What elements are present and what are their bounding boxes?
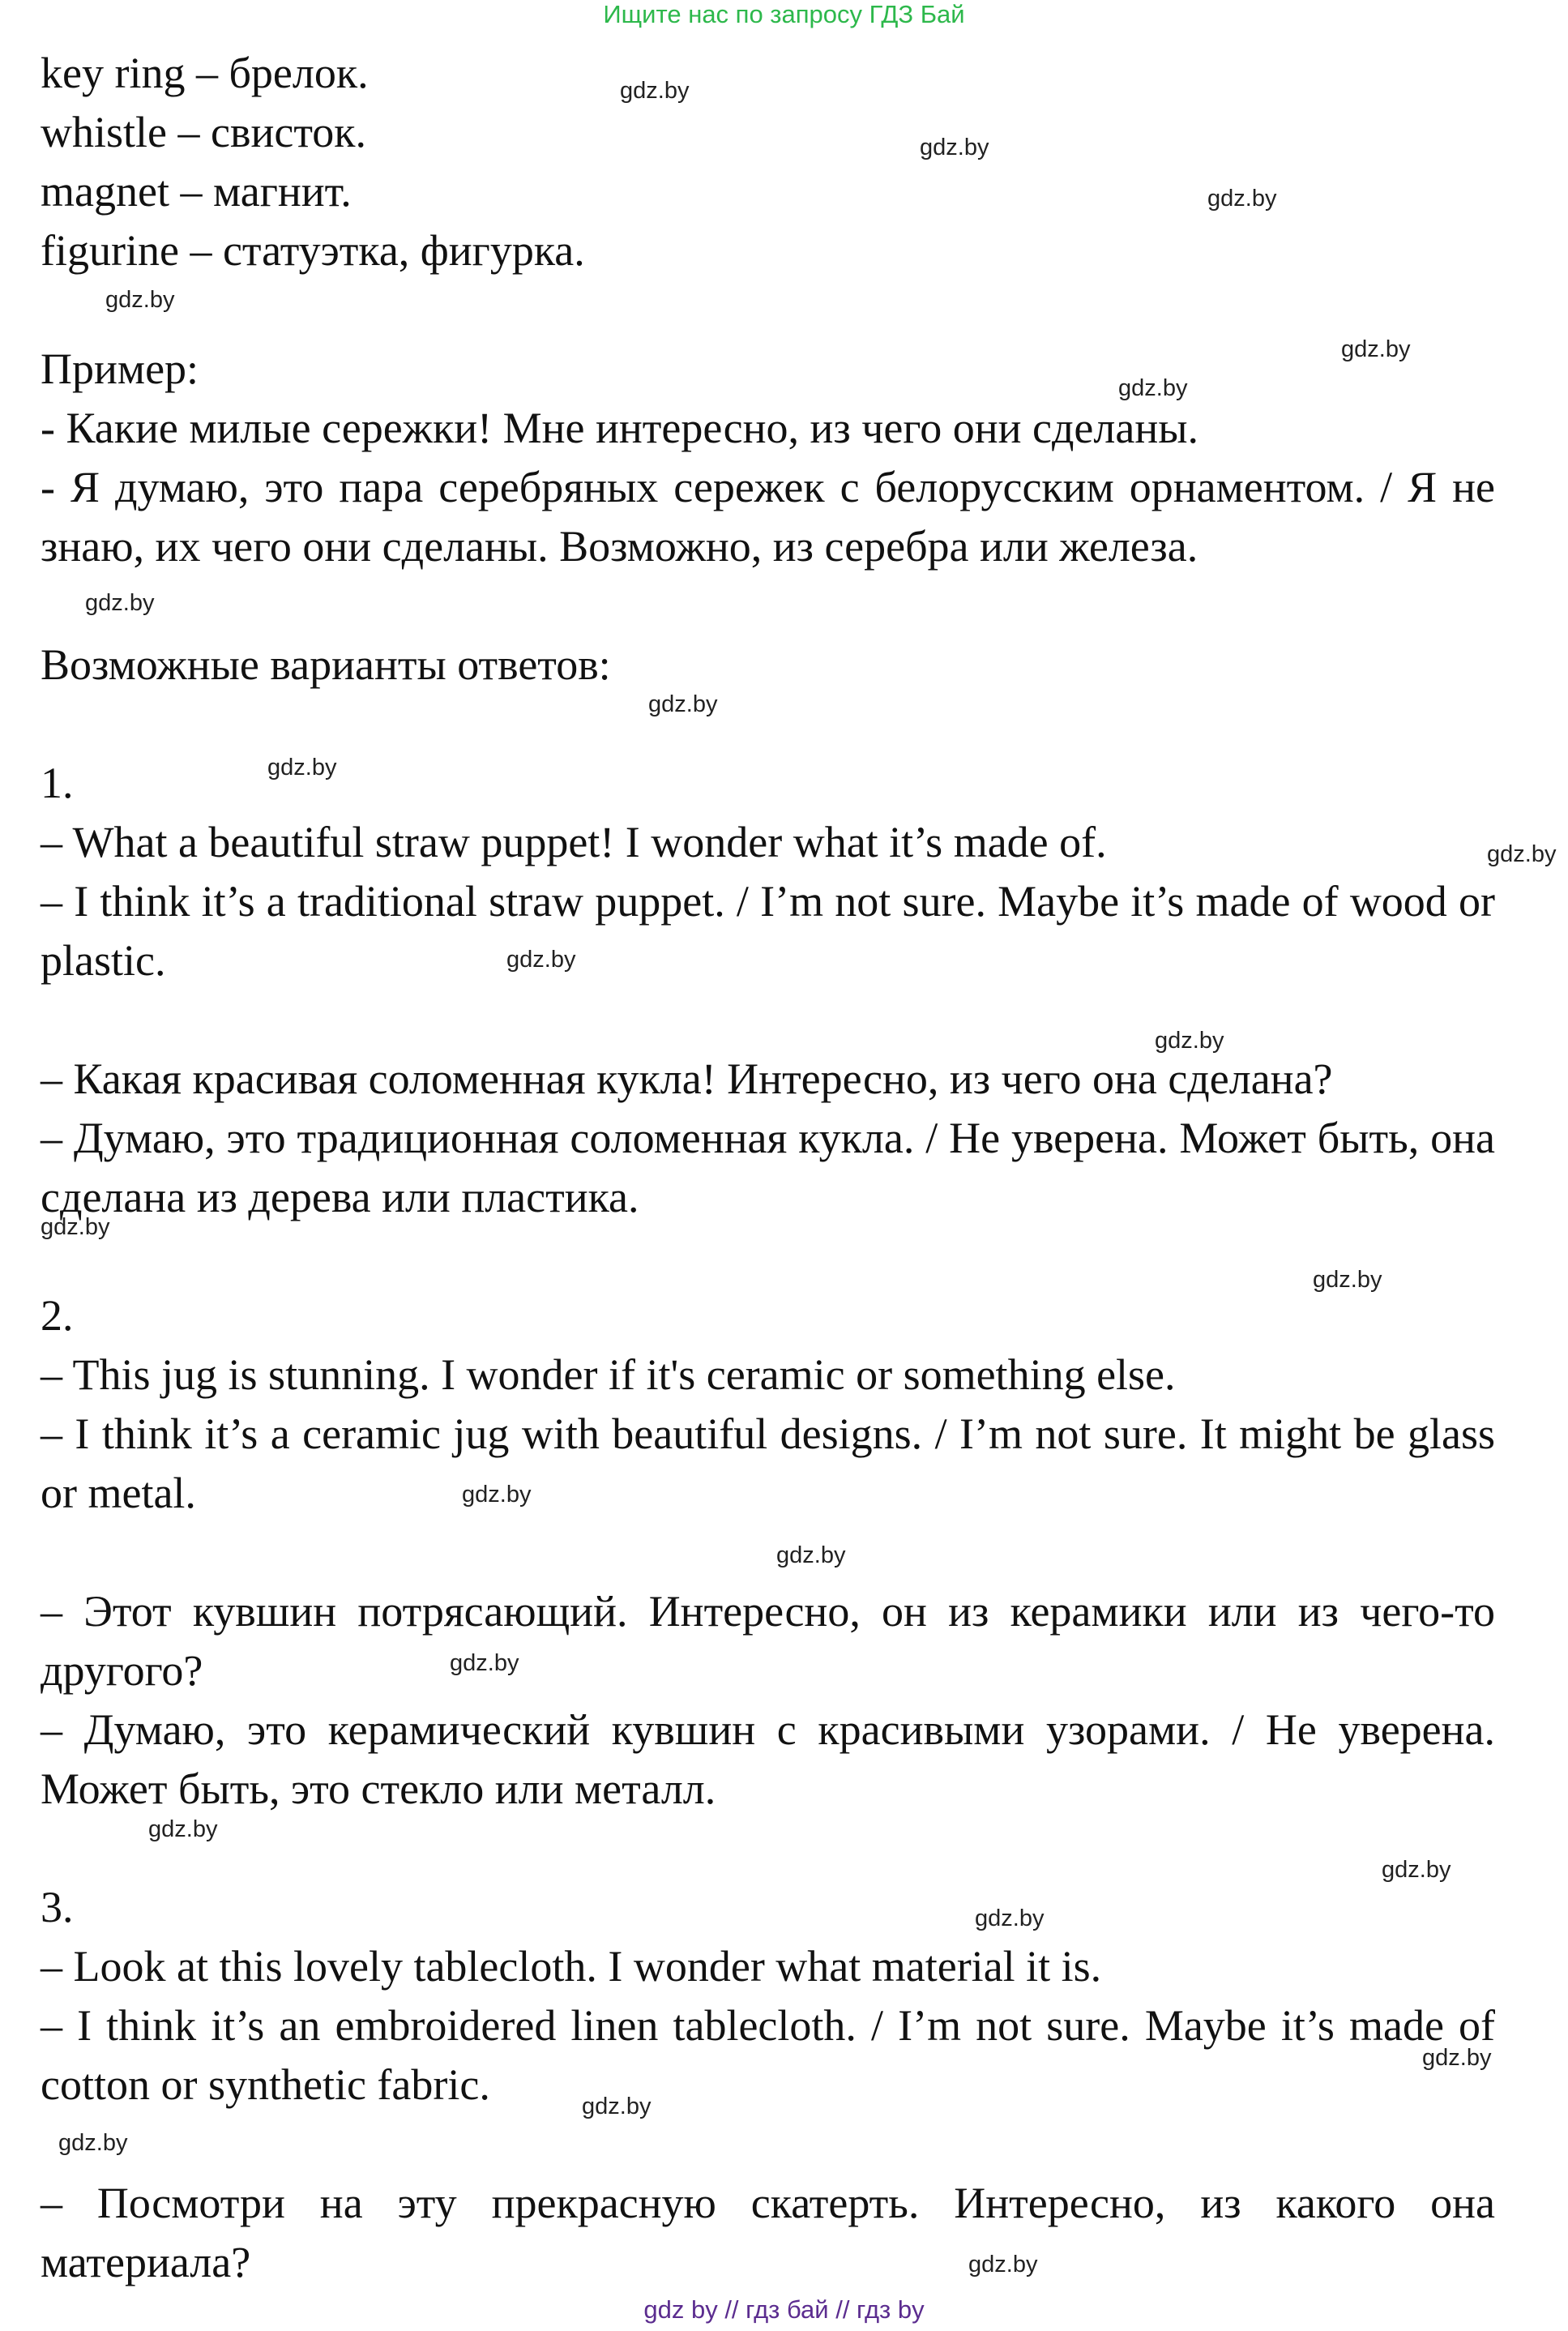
document-body	[41, 44, 1495, 2292]
watermark: gdz.by	[462, 1482, 532, 1508]
vocab-line: whistle – свисток.	[41, 108, 366, 156]
watermark: gdz.by	[1382, 1857, 1451, 1883]
watermark: gdz.by	[1487, 841, 1557, 867]
watermark: gdz.by	[1422, 2045, 1492, 2071]
watermark: gdz.by	[105, 287, 175, 313]
example-line: - Я думаю, это пара серебряных сережек с белорусским орнаментом. / Я не знаю, их чего они сделаны. Возможно, из серебра или железа.	[41, 463, 1495, 571]
watermark: gdz.by	[1341, 336, 1411, 362]
watermark: gdz.by	[85, 590, 155, 616]
answer-en-reply: – I think it’s an embroidered linen tablecloth. / I’m not sure. Maybe it’s made of cotton or synthetic fabric.	[41, 2001, 1495, 2109]
watermark: gdz.by	[450, 1650, 519, 1676]
watermark: gdz.by	[920, 135, 989, 160]
watermark: gdz.by	[506, 947, 576, 973]
example-heading: Пример:	[41, 344, 199, 393]
answer-ru-question: – Посмотри на эту прекрасную скатерть. Интересно, из какого она материала?	[41, 2179, 1495, 2286]
answer-en-question: – Look at this lovely tablecloth. I wonder what material it is.	[41, 1942, 1102, 1991]
watermark: gdz.by	[1118, 375, 1188, 401]
watermark: gdz.by	[148, 1816, 218, 1842]
top-link[interactable]: Ищите нас по запросу ГДЗ Бай	[603, 0, 965, 28]
answer-number: 3.	[41, 1883, 74, 1931]
answer-en-question: – This jug is stunning. I wonder if it's ceramic or something else.	[41, 1350, 1176, 1399]
watermark: gdz.by	[1313, 1267, 1382, 1293]
watermark: gdz.by	[968, 2252, 1038, 2278]
vocab-line: figurine – статуэтка, фигурка.	[41, 226, 585, 275]
answer-ru-question: – Какая красивая соломенная кукла! Интересно, из чего она сделана?	[41, 1054, 1333, 1103]
footer-link[interactable]: gdz by // гдз бай // гдз by	[643, 2295, 925, 2324]
answers-heading: Возможные варианты ответов:	[41, 640, 611, 689]
answer-ru-reply: – Думаю, это традиционная соломенная кукла. / Не уверена. Может быть, она сделана из дерева или пластика.	[41, 1114, 1495, 1221]
answer-ru-reply: – Думаю, это керамический кувшин с красивыми узорами. / Не уверена. Может быть, это стекло или металл.	[41, 1705, 1495, 1813]
answer-number: 2.	[41, 1291, 74, 1340]
watermark: gdz.by	[1155, 1028, 1224, 1054]
watermark: gdz.by	[582, 2094, 652, 2119]
answer-en-reply: – I think it’s a ceramic jug with beautiful designs. / I’m not sure. It might be glass or metal.	[41, 1409, 1495, 1517]
answer-ru-question: – Этот кувшин потрясающий. Интересно, он из керамики или из чего-то другого?	[41, 1587, 1495, 1695]
watermark: gdz.by	[267, 755, 337, 781]
watermark: gdz.by	[1207, 186, 1277, 212]
answer-en-reply: – I think it’s a traditional straw puppet. / I’m not sure. Maybe it’s made of wood or plastic.	[41, 877, 1495, 985]
watermark: gdz.by	[620, 78, 690, 104]
watermark: gdz.by	[41, 1214, 110, 1240]
watermark: gdz.by	[58, 2130, 128, 2156]
vocab-line: magnet – магнит.	[41, 167, 352, 216]
watermark: gdz.by	[975, 1905, 1045, 1931]
watermark: gdz.by	[648, 691, 718, 717]
watermark: gdz.by	[776, 1542, 846, 1568]
answer-number: 1.	[41, 759, 74, 807]
example-line: - Какие милые сережки! Мне интересно, из чего они сделаны.	[41, 404, 1198, 452]
vocab-line: key ring – брелок.	[41, 49, 369, 97]
answer-en-question: – What a beautiful straw puppet! I wonder what it’s made of.	[41, 818, 1107, 866]
